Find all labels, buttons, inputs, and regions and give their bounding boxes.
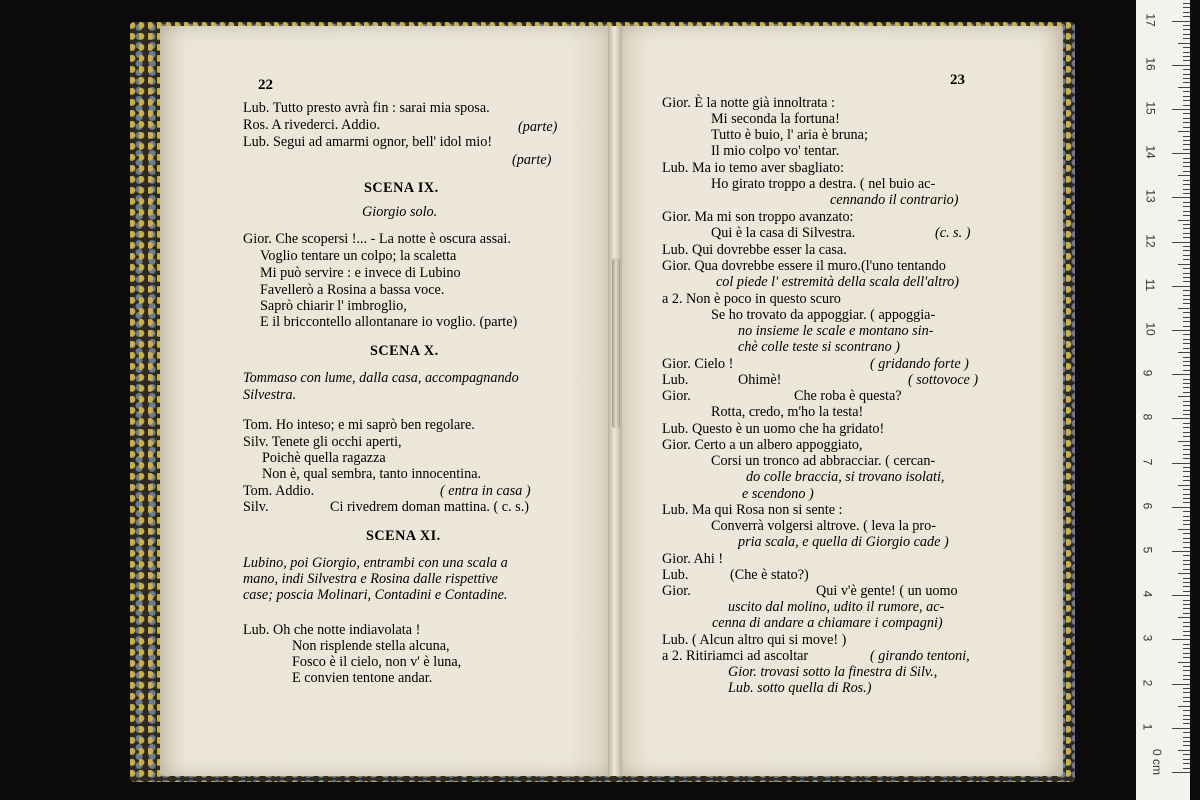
ruler-tick: [1183, 631, 1190, 632]
text-line: Lub. Ma qui Rosa non si sente :: [662, 502, 843, 518]
ruler-tick: [1183, 277, 1190, 278]
ruler-tick: [1183, 290, 1190, 291]
ruler-tick: [1178, 352, 1190, 353]
ruler-tick: [1183, 379, 1190, 380]
ruler-tick: [1183, 303, 1190, 304]
text-line: E il briccontello allontanare io voglio. (parte): [260, 314, 518, 330]
ruler-tick: [1183, 745, 1190, 746]
ruler-tick: [1183, 635, 1190, 636]
text-line: e scendono ): [742, 486, 814, 502]
ruler-tick: [1183, 763, 1190, 764]
text-line: do colle braccia, si trovano isolati,: [746, 469, 945, 485]
ruler-tick: [1183, 564, 1190, 565]
text-line: Silv.: [243, 499, 269, 515]
ruler-tick: [1183, 339, 1190, 340]
text-line: uscito dal molino, udito il rumore, ac-: [728, 599, 945, 615]
text-line: cennando il contrario): [830, 192, 959, 208]
ruler-tick: [1178, 396, 1190, 397]
ruler-tick: [1183, 410, 1190, 411]
ruler-tick: [1183, 737, 1190, 738]
ruler-tick: [1183, 432, 1190, 433]
ruler-tick: [1178, 485, 1190, 486]
ruler-tick: [1183, 701, 1190, 702]
text-line: a 2. Ritiriamci ad ascoltar: [662, 648, 809, 664]
ruler-tick: [1183, 427, 1190, 428]
ruler-tick: [1183, 16, 1190, 17]
text-line: Tom. Ho inteso; e mi saprò ben regolare.: [243, 417, 475, 433]
ruler-tick: [1183, 273, 1190, 274]
text-line: Ohimè!: [738, 372, 782, 388]
ruler-tick: [1183, 38, 1190, 39]
ruler-tick: [1172, 418, 1190, 419]
ruler-number: 14: [1143, 145, 1158, 159]
ruler-tick: [1183, 334, 1190, 335]
ruler-tick: [1178, 308, 1190, 309]
ruler-tick: [1183, 732, 1190, 733]
ruler-tick: [1183, 140, 1190, 141]
ruler-number: 4: [1140, 590, 1155, 598]
ruler-tick: [1183, 105, 1190, 106]
text-line: Ros. A rivederci. Addio.: [243, 117, 381, 133]
ruler-tick: [1183, 591, 1190, 592]
ruler-tick: [1183, 348, 1190, 349]
text-line: Silvestra.: [243, 387, 297, 403]
ruler-tick: [1183, 144, 1190, 145]
ruler-tick: [1183, 202, 1190, 203]
ruler-tick: [1183, 666, 1190, 667]
text-line: chè colle teste si scontrano ): [738, 339, 900, 355]
ruler-tick: [1183, 688, 1190, 689]
ruler-tick: [1183, 768, 1190, 769]
ruler-tick: [1183, 467, 1190, 468]
ruler-tick: [1183, 361, 1190, 362]
text-line: Gior. trovasi sotto la finestra di Silv.,: [728, 664, 938, 680]
text-line: a 2. Non è poco in questo scuro: [662, 291, 841, 307]
ruler-tick: [1178, 750, 1190, 751]
ruler-tick: [1183, 29, 1190, 30]
ruler-tick: [1183, 60, 1190, 61]
text-line: Poichè quella ragazza: [262, 450, 386, 466]
ruler-tick: [1183, 516, 1190, 517]
ruler-tick: [1172, 330, 1190, 331]
text-line: E convien tentone andar.: [292, 670, 433, 686]
ruler-tick: [1183, 162, 1190, 163]
ruler-tick: [1172, 286, 1190, 287]
ruler-number: 3: [1140, 635, 1155, 642]
text-line: (parte): [518, 119, 558, 135]
text-line: Gior.: [662, 583, 691, 599]
ruler-tick: [1172, 109, 1190, 110]
ruler-tick: [1172, 463, 1190, 464]
ruler-tick: [1183, 259, 1190, 260]
ruler-tick: [1183, 542, 1190, 543]
text-line: Gior. Qua dovrebbe essere il muro.(l'uno tentando: [662, 258, 946, 274]
ruler-tick: [1172, 772, 1190, 773]
ruler-tick: [1183, 69, 1190, 70]
text-line: Non risplende stella alcuna,: [292, 638, 450, 654]
ruler-tick: [1178, 441, 1190, 442]
text-line: Non è, qual sembra, tanto innocentina.: [262, 466, 482, 482]
ruler-tick: [1183, 91, 1190, 92]
ruler-tick: [1183, 246, 1190, 247]
ruler-number: 17: [1143, 12, 1158, 27]
ruler-tick: [1183, 56, 1190, 57]
ruler-tick: [1183, 171, 1190, 172]
ruler-tick: [1178, 220, 1190, 221]
ruler-tick: [1183, 692, 1190, 693]
ruler-tick: [1178, 264, 1190, 265]
ruler-number: 2: [1140, 679, 1155, 686]
ruler-unit-label: 0 cm: [1150, 748, 1165, 776]
text-line: Voglio tentare un colpo; la scaletta: [260, 248, 457, 264]
text-line: Gior. Ahi !: [662, 551, 724, 567]
ruler-tick: [1183, 679, 1190, 680]
text-line: Ci rivedrem doman mattina. ( c. s.): [330, 499, 529, 515]
text-line: case; poscia Molinari, Contadini e Contadine.: [243, 587, 508, 603]
ruler-tick: [1183, 582, 1190, 583]
ruler-tick: [1172, 242, 1190, 243]
ruler-number: 16: [1143, 57, 1158, 71]
ruler-tick: [1183, 211, 1190, 212]
ruler-tick: [1183, 675, 1190, 676]
ruler-tick: [1183, 321, 1190, 322]
ruler-tick: [1183, 250, 1190, 251]
ruler-tick: [1183, 626, 1190, 627]
ruler-tick: [1183, 653, 1190, 654]
text-line: Giorgio solo.: [362, 204, 438, 220]
ruler-number: 7: [1140, 458, 1155, 465]
text-line: Fosco è il cielo, non v' è luna,: [292, 654, 462, 670]
ruler-tick: [1183, 670, 1190, 671]
ruler-tick: [1183, 34, 1190, 35]
ruler-tick: [1183, 52, 1190, 53]
ruler-tick: [1183, 436, 1190, 437]
text-line: Qui v'è gente! ( un uomo: [816, 583, 958, 599]
text-line: Tommaso con lume, dalla casa, accompagnando: [243, 370, 519, 386]
text-line: (parte): [512, 152, 552, 168]
ruler-tick: [1183, 136, 1190, 137]
ruler-tick: [1183, 78, 1190, 79]
ruler-number: 13: [1143, 189, 1158, 204]
text-line: Se ho trovato da appoggiar. ( appoggia-: [711, 307, 936, 323]
ruler-tick: [1178, 529, 1190, 530]
ruler-tick: [1183, 405, 1190, 406]
ruler-tick: [1183, 520, 1190, 521]
ruler-tick: [1183, 383, 1190, 384]
ruler-tick: [1183, 414, 1190, 415]
ruler-tick: [1172, 197, 1190, 198]
ruler-tick: [1183, 502, 1190, 503]
ruler-tick: [1183, 600, 1190, 601]
ruler-tick: [1183, 586, 1190, 587]
ruler-tick: [1183, 608, 1190, 609]
text-line: col piede l' estremità della scala dell'altro): [716, 274, 960, 290]
ruler-tick: [1183, 547, 1190, 548]
ruler-tick: [1183, 149, 1190, 150]
ruler-tick: [1172, 728, 1190, 729]
ruler-tick: [1183, 555, 1190, 556]
ruler-tick: [1183, 560, 1190, 561]
ruler-tick: [1183, 166, 1190, 167]
ruler-tick: [1183, 533, 1190, 534]
text-line: Il mio colpo vo' tentar.: [711, 143, 840, 159]
ruler-tick: [1183, 449, 1190, 450]
ruler-tick: [1172, 153, 1190, 154]
text-line: Lub. ( Alcun altro qui si move! ): [662, 632, 847, 648]
text-line: Gior. Certo a un albero appoggiato,: [662, 437, 863, 453]
text-line: Mi seconda la fortuna!: [711, 111, 840, 127]
ruler-number: 8: [1140, 414, 1155, 421]
ruler-tick: [1183, 122, 1190, 123]
ruler-tick: [1172, 595, 1190, 596]
text-line: ( girando tentoni,: [870, 648, 970, 664]
ruler-tick: [1183, 657, 1190, 658]
text-line: ( sottovoce ): [908, 372, 979, 388]
ruler-tick: [1183, 489, 1190, 490]
ruler-tick: [1183, 715, 1190, 716]
ruler-tick: [1183, 604, 1190, 605]
ruler-tick: [1183, 401, 1190, 402]
ruler-tick: [1183, 206, 1190, 207]
ruler-tick: [1183, 741, 1190, 742]
ruler-tick: [1172, 65, 1190, 66]
ruler-tick: [1183, 7, 1190, 8]
text-line: Saprò chiarir l' imbroglio,: [260, 298, 407, 314]
ruler-tick: [1172, 374, 1190, 375]
ruler-tick: [1183, 524, 1190, 525]
ruler-tick: [1183, 498, 1190, 499]
ruler-tick: [1183, 12, 1190, 13]
ruler-tick: [1183, 365, 1190, 366]
ruler-tick: [1183, 326, 1190, 327]
ruler-tick: [1183, 454, 1190, 455]
ruler-tick: [1183, 100, 1190, 101]
text-line: Tom. Addio.: [243, 483, 315, 499]
ruler-tick: [1183, 613, 1190, 614]
text-line: Lub. sotto quella di Ros.): [728, 680, 872, 696]
ruler-tick: [1183, 578, 1190, 579]
text-line: (c. s. ): [935, 225, 971, 241]
ruler-tick: [1183, 189, 1190, 190]
ruler-tick: [1183, 392, 1190, 393]
ruler-tick: [1183, 476, 1190, 477]
ruler-tick: [1183, 215, 1190, 216]
ruler-tick: [1172, 639, 1190, 640]
ruler-tick: [1183, 569, 1190, 570]
text-line: Lub. Segui ad amarmi ognor, bell' idol mio!: [243, 134, 493, 150]
scene-heading: SCENA IX.: [364, 180, 439, 196]
ruler-tick: [1183, 118, 1190, 119]
right-page-number: 23: [950, 72, 965, 88]
ruler-tick: [1183, 370, 1190, 371]
text-line: Gior. Ma mi son troppo avanzato:: [662, 209, 854, 225]
text-line: Gior. È la notte già innoltrata :: [662, 95, 835, 111]
text-line: Che roba è questa?: [794, 388, 902, 404]
ruler-tick: [1183, 754, 1190, 755]
ruler-tick: [1183, 759, 1190, 760]
ruler-tick: [1183, 193, 1190, 194]
ruler-tick: [1183, 357, 1190, 358]
text-line: no insieme le scale e montano sin-: [738, 323, 934, 339]
ruler-tick: [1183, 228, 1190, 229]
ruler-tick: [1183, 82, 1190, 83]
text-line: Ho girato troppo a destra. ( nel buio ac-: [711, 176, 936, 192]
text-line: Lub. Tutto presto avrà fin : sarai mia sposa.: [243, 100, 490, 116]
ruler-tick: [1183, 3, 1190, 4]
text-line: Qui è la casa di Silvestra.: [711, 225, 856, 241]
text-line: Favellerò a Rosina a bassa voce.: [260, 282, 445, 298]
text-line: Lub. Qui dovrebbe esser la casa.: [662, 242, 847, 258]
ruler-number: 9: [1140, 369, 1155, 377]
ruler-tick: [1183, 233, 1190, 234]
ruler-tick: [1183, 317, 1190, 318]
ruler-tick: [1183, 255, 1190, 256]
scene-heading: SCENA XI.: [366, 528, 441, 544]
ruler-tick: [1183, 423, 1190, 424]
ruler-tick: [1178, 87, 1190, 88]
ruler-number: 12: [1143, 233, 1158, 248]
ruler-tick: [1183, 295, 1190, 296]
scene-heading: SCENA X.: [370, 343, 439, 359]
text-line: pria scala, e quella di Giorgio cade ): [738, 534, 949, 550]
ruler-number: 15: [1143, 101, 1158, 115]
ruler-tick: [1183, 158, 1190, 159]
ruler-tick: [1183, 445, 1190, 446]
text-line: Gior.: [662, 388, 691, 404]
ruler-tick: [1172, 684, 1190, 685]
ruler-tick: [1183, 697, 1190, 698]
ruler-tick: [1183, 387, 1190, 388]
ruler-tick: [1183, 458, 1190, 459]
text-line: Tutto è buio, l' aria è bruna;: [711, 127, 868, 143]
ruler-tick: [1183, 184, 1190, 185]
binding-thread: [612, 258, 620, 428]
ruler-tick: [1178, 617, 1190, 618]
ruler-tick: [1183, 25, 1190, 26]
text-line: ( gridando forte ): [870, 356, 969, 372]
text-line: (Che è stato?): [730, 567, 809, 583]
ruler-tick: [1183, 538, 1190, 539]
left-page-number: 22: [258, 77, 273, 93]
text-line: Lub. Questo è un uomo che ha gridato!: [662, 421, 885, 437]
ruler-tick: [1178, 43, 1190, 44]
ruler-tick: [1183, 74, 1190, 75]
ruler-tick: [1183, 312, 1190, 313]
ruler-number: 11: [1143, 278, 1158, 292]
ruler-tick: [1172, 507, 1190, 508]
ruler-number: 10: [1143, 322, 1158, 336]
ruler-tick: [1183, 648, 1190, 649]
ruler-tick: [1183, 710, 1190, 711]
text-line: mano, indi Silvestra e Rosina dalle rispettive: [243, 571, 498, 587]
ruler-tick: [1172, 21, 1190, 22]
ruler-tick: [1178, 573, 1190, 574]
ruler-tick: [1183, 224, 1190, 225]
ruler-number: 6: [1140, 502, 1155, 510]
text-line: Gior. Che scopersi !... - La notte è oscura assai.: [243, 231, 511, 247]
ruler-tick: [1183, 180, 1190, 181]
text-line: Lub.: [662, 372, 689, 388]
text-line: cenna di andare a chiamare i compagni): [712, 615, 943, 631]
text-line: Gior. Cielo !: [662, 356, 734, 372]
ruler-tick: [1183, 299, 1190, 300]
ruler-tick: [1183, 47, 1190, 48]
ruler-tick: [1183, 127, 1190, 128]
text-line: Rotta, credo, m'ho la testa!: [711, 404, 864, 420]
ruler-tick: [1178, 662, 1190, 663]
ruler-tick: [1183, 237, 1190, 238]
ruler-number: 5: [1140, 546, 1155, 554]
ruler-tick: [1178, 131, 1190, 132]
text-line: Converrà volgersi altrove. ( leva la pro-: [711, 518, 936, 534]
ruler-tick: [1183, 622, 1190, 623]
ruler-tick: [1178, 706, 1190, 707]
text-line: Lubino, poi Giorgio, entrambi con una scala a: [243, 555, 508, 571]
text-line: Silv. Tenete gli occhi aperti,: [243, 434, 402, 450]
ruler-tick: [1183, 343, 1190, 344]
ruler-tick: [1172, 551, 1190, 552]
ruler-number: 1: [1140, 723, 1155, 731]
ruler-tick: [1178, 175, 1190, 176]
text-line: ( entra in casa ): [440, 483, 531, 499]
text-line: Corsi un tronco ad abbracciar. ( cercan-: [711, 453, 936, 469]
ruler-tick: [1183, 644, 1190, 645]
ruler-tick: [1183, 268, 1190, 269]
text-line: Mi può servire : e invece di Lubino: [260, 265, 461, 281]
ruler-tick: [1183, 96, 1190, 97]
ruler-tick: [1183, 719, 1190, 720]
ruler-tick: [1183, 494, 1190, 495]
text-line: Lub.: [662, 567, 689, 583]
text-line: Lub. Oh che notte indiavolata !: [243, 622, 421, 638]
ruler-tick: [1183, 281, 1190, 282]
measurement-ruler: [1136, 0, 1190, 800]
ruler-tick: [1183, 480, 1190, 481]
ruler-tick: [1183, 723, 1190, 724]
ruler-tick: [1183, 511, 1190, 512]
ruler-tick: [1183, 471, 1190, 472]
ruler-tick: [1183, 113, 1190, 114]
text-line: Lub. Ma io temo aver sbagliato:: [662, 160, 845, 176]
